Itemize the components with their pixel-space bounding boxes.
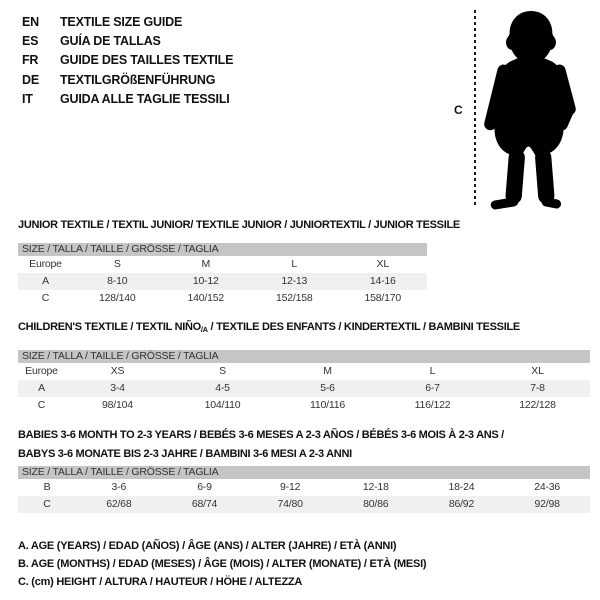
language-row-fr	[22, 51, 233, 70]
size-cell: 14-16	[339, 273, 428, 290]
size-cell: 116/122	[414, 399, 451, 411]
size-cell: 110/116	[310, 399, 345, 411]
size-header-label: SIZE / TALLA / TAILLE / GRÖSSE / TAGLIA	[18, 243, 427, 256]
size-cell: 4-5	[170, 380, 275, 397]
size-cell: XL	[376, 258, 389, 270]
table-row-age	[18, 380, 590, 397]
children-size-table	[18, 350, 590, 414]
babies-size-table	[18, 466, 590, 513]
table-row-height	[18, 397, 590, 414]
language-guide-title: TEXTILE SIZE GUIDE	[60, 14, 183, 29]
table-row-months	[18, 479, 590, 496]
size-cell: 8-10	[73, 273, 162, 290]
size-cell: S	[219, 365, 226, 377]
table-header-band	[18, 243, 427, 256]
footnote-age-years: A. AGE (YEARS) / EDAD (AÑOS) / ÂGE (ANS) / ALTER (JAHRE) / ETÀ (ANNI)	[18, 540, 397, 552]
size-cell: 74/80	[247, 496, 333, 513]
size-cell: 122/128	[519, 399, 556, 411]
footnote-legend	[18, 537, 426, 592]
size-cell: 98/104	[102, 399, 133, 411]
language-code: FR	[22, 53, 39, 68]
size-cell: 62/68	[76, 496, 162, 513]
table-header-band	[18, 350, 590, 363]
size-header-label: SIZE / TALLA / TAILLE / GRÖSSE / TAGLIA	[18, 466, 590, 479]
size-cell: M	[323, 365, 332, 377]
language-code: ES	[22, 34, 39, 49]
row-label: B	[43, 481, 51, 493]
row-label: A	[18, 380, 65, 397]
size-cell: 152/158	[275, 292, 313, 304]
language-guide-title: GUIDE DES TAILLES TEXTILE	[60, 53, 234, 68]
table-header-band	[18, 466, 590, 479]
language-row-it	[22, 90, 233, 109]
size-cell: 3-4	[65, 380, 170, 397]
height-measure-label: C	[454, 103, 463, 117]
table-row-europe	[18, 256, 427, 273]
language-guide-title: TEXTILGRÖßENFÜHRUNG	[60, 72, 216, 87]
language-row-es	[22, 31, 233, 50]
language-code: EN	[22, 14, 39, 29]
table-row-europe	[18, 363, 590, 380]
language-row-en	[22, 12, 233, 31]
size-cell: 12-13	[250, 273, 339, 290]
table-row-age	[18, 273, 427, 290]
size-cell: 104/110	[204, 399, 241, 411]
section-title-line1: BABIES 3-6 MONTH TO 2-3 YEARS / BEBÉS 3-6 MESES A 2-3 AÑOS / BÉBÉS 3-6 MOIS À 2-3 ANS /	[18, 429, 504, 441]
size-cell: 9-12	[280, 481, 301, 493]
size-cell: 18-24	[448, 481, 475, 493]
row-label: C	[37, 399, 46, 411]
table-row-height	[18, 290, 427, 307]
size-header-label: SIZE / TALLA / TAILLE / GRÖSSE / TAGLIA	[18, 350, 590, 363]
size-cell: 86/92	[419, 496, 505, 513]
size-cell: XL	[531, 365, 544, 377]
row-label: Europe	[25, 365, 58, 377]
size-cell: 6-7	[380, 380, 485, 397]
section-title-text: / TEXTILE DES ENFANTS / KINDERTEXTIL / BAMBINI TESSILE	[207, 321, 520, 333]
size-cell: 10-12	[162, 273, 251, 290]
baby-silhouette-icon	[475, 8, 587, 210]
section-title-line2: BABYS 3-6 MONATE BIS 2-3 JAHRE / BAMBINI 3-6 MESI A 2-3 ANNI	[18, 447, 352, 460]
size-cell: S	[113, 258, 121, 270]
section-title-babies	[18, 426, 504, 463]
size-cell: 158/170	[364, 292, 402, 304]
size-cell: L	[429, 365, 436, 377]
section-title-children	[18, 321, 520, 336]
size-cell: 12-18	[362, 481, 389, 493]
size-cell: 6-9	[197, 481, 212, 493]
section-title-junior: JUNIOR TEXTILE / TEXTIL JUNIOR/ TEXTILE JUNIOR / JUNIORTEXTIL / JUNIOR TESSILE	[18, 219, 460, 231]
size-cell: 5-6	[275, 380, 380, 397]
junior-size-table	[18, 243, 427, 307]
language-row-de	[22, 70, 233, 89]
row-label: C	[18, 496, 76, 513]
table-row-height	[18, 496, 590, 513]
size-cell: 140/152	[187, 292, 225, 304]
footnote-age-months: B. AGE (MONTHS) / EDAD (MESES) / ÂGE (MOIS) / ALTER (MONATE) / ETÀ (MESI)	[18, 558, 427, 571]
size-cell: L	[291, 258, 298, 270]
footnote-height-cm: C. (cm) HEIGHT / ALTURA / HAUTEUR / HÖHE / ALTEZZA	[18, 576, 303, 589]
row-label: C	[41, 292, 50, 304]
language-title-list	[22, 12, 233, 109]
size-cell: 128/140	[98, 292, 136, 304]
size-cell: XS	[110, 365, 125, 377]
section-title-subscript: /A	[200, 325, 208, 334]
language-code: DE	[22, 72, 39, 87]
size-cell: 92/98	[504, 496, 590, 513]
size-cell: 80/86	[333, 496, 419, 513]
language-guide-title: GUIDA ALLE TAGLIE TESSILI	[60, 92, 230, 107]
size-cell: 24-36	[534, 481, 561, 493]
row-label: A	[18, 273, 73, 290]
size-cell: 68/74	[162, 496, 248, 513]
size-cell: 3-6	[111, 481, 127, 493]
section-title-text: CHILDREN'S TEXTILE / TEXTIL NIÑO	[18, 321, 201, 333]
row-label: Europe	[29, 258, 62, 270]
language-code: IT	[22, 92, 33, 107]
language-guide-title: GUÍA DE TALLAS	[60, 34, 161, 49]
size-cell: M	[201, 258, 211, 270]
size-cell: 7-8	[485, 380, 590, 397]
